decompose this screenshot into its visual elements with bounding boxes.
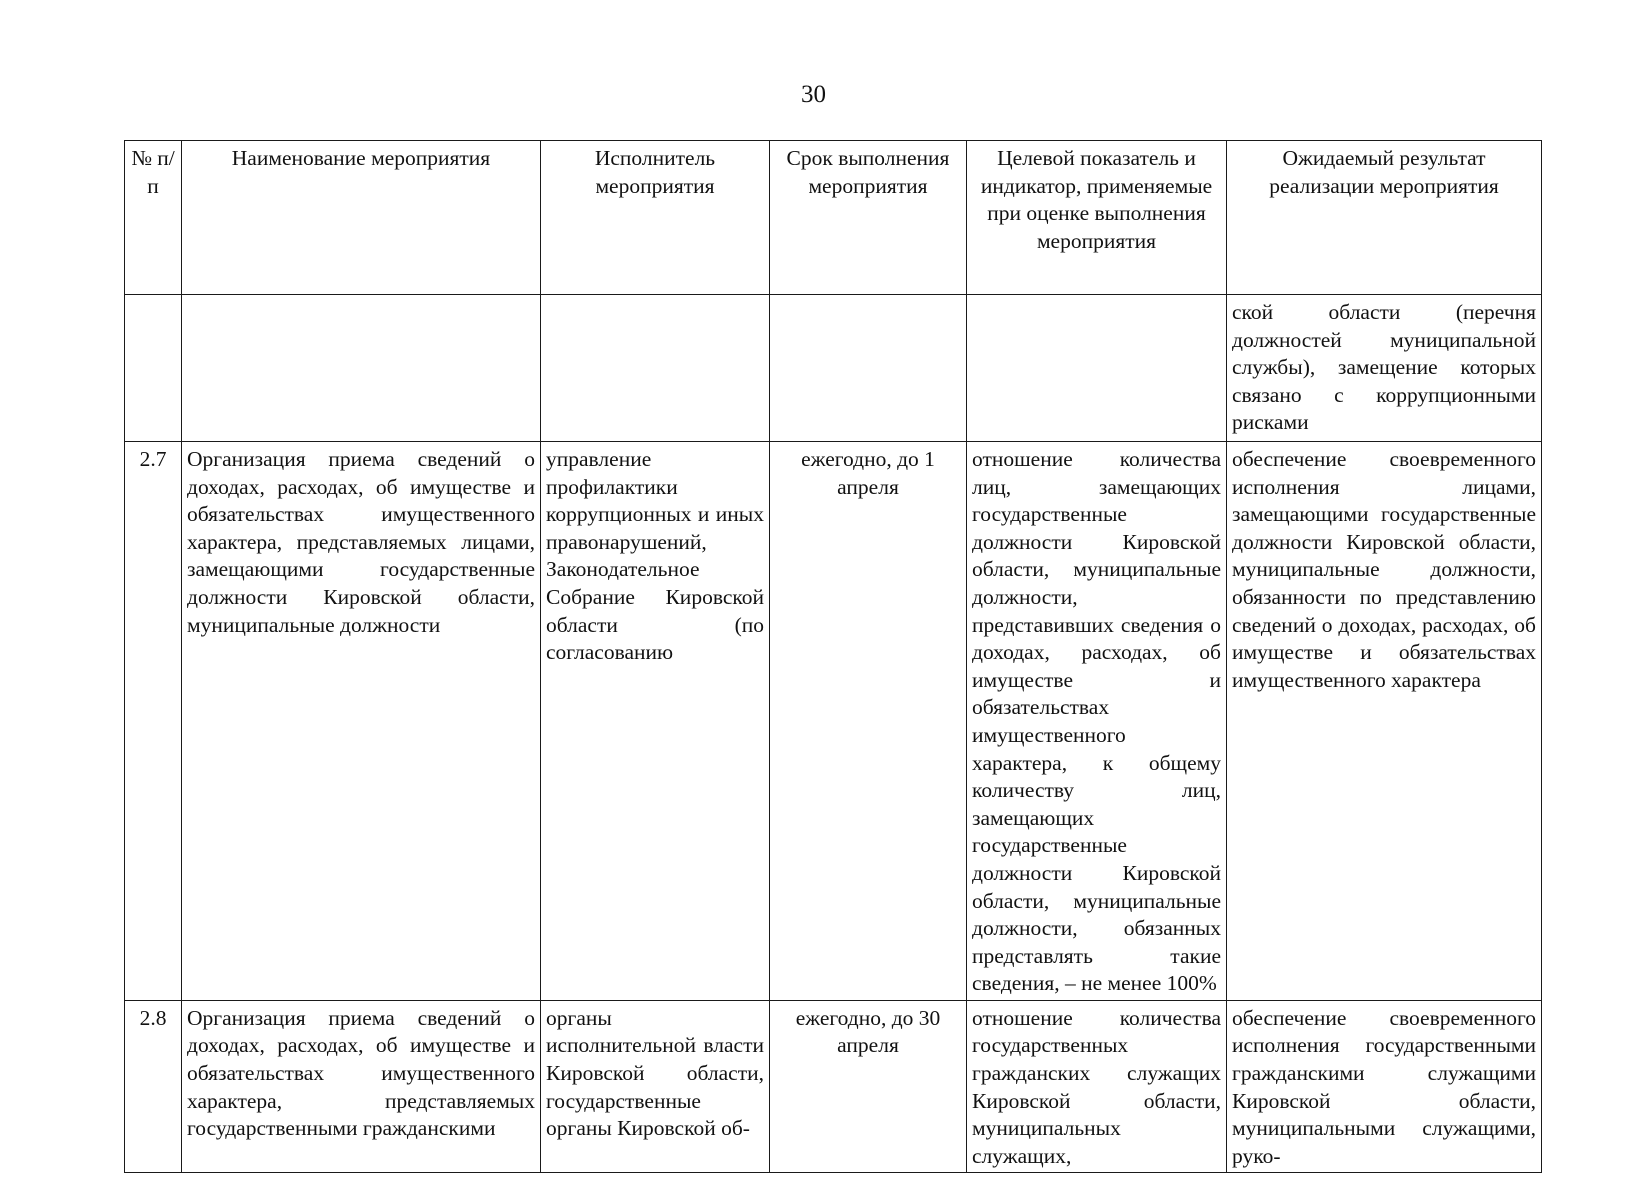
cell-deadline: ежегодно, до 30 апреля: [770, 1000, 967, 1173]
cell-indicator: отношение количества государственных гражданских служащих Кировской области, муниципальных служащих,: [967, 1000, 1227, 1173]
header-executor: Исполнитель мероприятия: [541, 141, 770, 295]
header-indicator: Целевой показатель и индикатор, применяемые при оценке выполнения мероприятия: [967, 141, 1227, 295]
cell-name: Организация приема сведений о доходах, расходах, об имуществе и обязательствах имущественного характера, представляемых лицами, замещающими государственные должности Кировской области, муниципальные должности: [182, 442, 541, 1001]
cell-executor: управление профилактики коррупционных и иных правонарушений, Законодательное Собрание Кировской области (по согласованию: [541, 442, 770, 1001]
cell-indicator: [967, 295, 1227, 442]
header-deadline: Срок выполнения мероприятия: [770, 141, 967, 295]
page-number: 30: [801, 81, 826, 108]
table-row-2-7: [125, 442, 1542, 1001]
cell-deadline: ежегодно, до 1 апреля: [770, 442, 967, 1001]
cell-executor: органы исполнительной власти Кировской области, государственные органы Кировской об-: [541, 1000, 770, 1173]
cell-executor: [541, 295, 770, 442]
cell-number: [125, 295, 182, 442]
cell-result: ской области (перечня должностей муниципальной службы), замещение которых связано с коррупционными рисками: [1227, 295, 1542, 442]
measures-table: [124, 140, 1542, 1173]
cell-result: обеспечение своевременного исполнения государственными гражданскими служащими Кировской области, муниципальными служащими, руко-: [1227, 1000, 1542, 1173]
table-row-2-8: [125, 1000, 1542, 1173]
cell-name: [182, 295, 541, 442]
header-name: Наименование мероприятия: [182, 141, 541, 295]
cell-indicator: отношение количества лиц, замещающих государственные должности Кировской области, муниципальные должности, представивших сведения о доходах, расходах, об имуществе и обязательствах имущественного характера, к общему количеству лиц, замещающих государственные должности Кировской области, муниципальные должности, обязанных представлять такие сведения, – не менее 100%: [967, 442, 1227, 1001]
header-number: № п/п: [125, 141, 182, 295]
table-row-continuation: [125, 295, 1542, 442]
cell-deadline: [770, 295, 967, 442]
cell-name: Организация приема сведений о доходах, расходах, об имуществе и обязательствах имущественного характера, представляемых государственными гражданскими: [182, 1000, 541, 1173]
cell-number: 2.7: [125, 442, 182, 1001]
table-header-row: [125, 141, 1542, 295]
cell-result: обеспечение своевременного исполнения лицами, замещающими государственные должности Кировской области, муниципальные должности, обязанности по представлению сведений о доходах, расходах, об имуществе и обязательствах имущественного характера: [1227, 442, 1542, 1001]
header-result: Ожидаемый результат реализации мероприятия: [1227, 141, 1542, 295]
cell-number: 2.8: [125, 1000, 182, 1173]
